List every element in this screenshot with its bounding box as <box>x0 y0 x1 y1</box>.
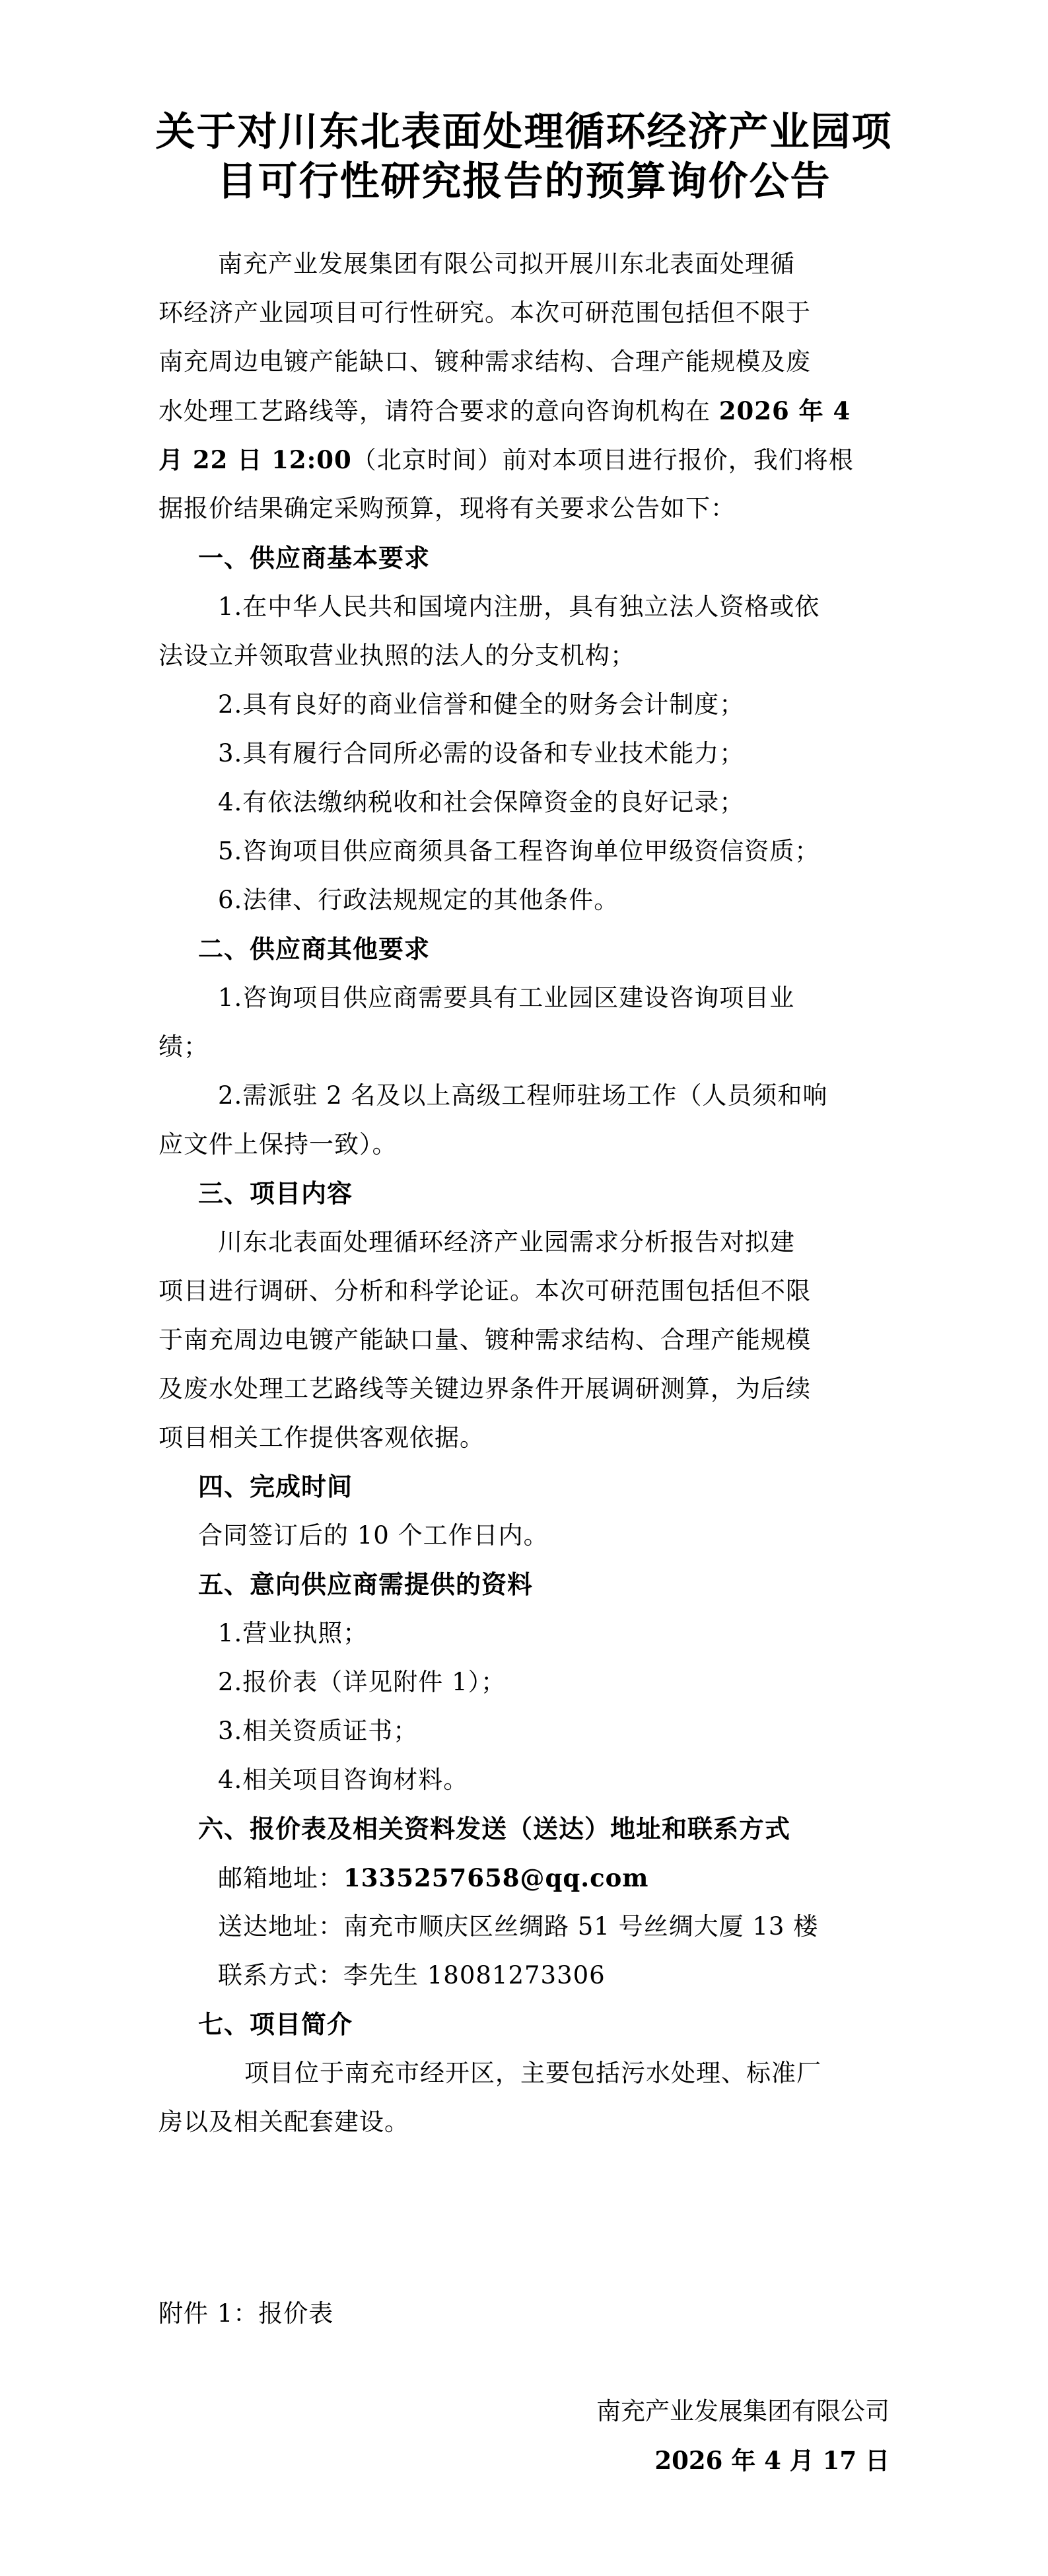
section-3-line-5: 项目相关工作提供客观依据。 <box>158 1423 485 1452</box>
section-3-heading: 三、项目内容 <box>198 1179 353 1208</box>
intro-line-4 <box>158 394 851 428</box>
intro-line-5 <box>158 443 854 477</box>
section-2-item-1-line-2: 绩； <box>158 1032 209 1061</box>
address-row <box>218 1910 818 1943</box>
section-1-item-5: 5.咨询项目供应商须具备工程咨询单位甲级资信资质； <box>218 837 820 865</box>
section-1-item-3: 3.具有履行合同所必需的设备和专业技术能力； <box>218 739 745 768</box>
section-5-item-4: 4.相关项目咨询材料。 <box>218 1766 469 1794</box>
intro-line-1: 南充产业发展集团有限公司拟开展川东北表面处理循 <box>218 250 795 278</box>
section-1-item-1-line-1: 1.在中华人民共和国境内注册，具有独立法人资格或依 <box>218 592 820 621</box>
section-6-heading: 六、报价表及相关资料发送（送达）地址和联系方式 <box>198 1814 791 1843</box>
intro-line-5-text: （北京时间）前对本项目进行报价，我们将根 <box>351 446 854 474</box>
section-5-item-1: 1.营业执照； <box>218 1619 368 1647</box>
deadline-date-part-1: 2026 年 4 <box>718 396 851 425</box>
title-line-2: 目可行性研究报告的预算询价公告 <box>217 159 831 205</box>
section-2-heading: 二、供应商其他要求 <box>198 935 431 964</box>
intro-line-4-text: 水处理工艺路线等，请符合要求的意向咨询机构在 <box>158 397 719 425</box>
contact-person: 李先生 18081273306 <box>343 1961 606 1989</box>
section-3-line-4: 及废水处理工艺路线等关键边界条件开展调研测算，为后续 <box>158 1375 811 1403</box>
section-7-heading: 七、项目简介 <box>198 2010 353 2039</box>
email-address[interactable]: 1335257658@qq.com <box>343 1863 649 1892</box>
deadline-date-part-2: 月 22 日 12:00 <box>158 445 352 474</box>
intro-line-6: 据报价结果确定采购预算，现将有关要求公告如下： <box>158 494 736 522</box>
delivery-address: 南充市顺庆区丝绸路 51 号丝绸大厦 13 楼 <box>343 1912 819 1941</box>
contact-row <box>218 1959 606 1992</box>
section-5-item-3: 3.相关资质证书； <box>218 1717 419 1745</box>
email-label: 邮箱地址： <box>218 1864 343 1892</box>
section-2-item-2-line-2: 应文件上保持一致）。 <box>158 1130 398 1159</box>
signature-org: 南充产业发展集团有限公司 <box>596 2397 890 2425</box>
section-2-item-2-line-1: 2.需派驻 2 名及以上高级工程师驻场工作（人员须和响 <box>218 1081 828 1110</box>
address-label: 送达地址： <box>218 1912 343 1941</box>
section-1-item-6: 6.法律、行政法规规定的其他条件。 <box>218 886 619 914</box>
section-2-item-1-line-1: 1.咨询项目供应商需要具有工业园区建设咨询项目业 <box>218 984 795 1012</box>
section-1-item-2: 2.具有良好的商业信誉和健全的财务会计制度； <box>218 690 745 719</box>
section-5-item-2: 2.报价表（详见附件 1）； <box>218 1668 507 1696</box>
section-3-line-3: 于南充周边电镀产能缺口量、镀种需求结构、合理产能规模 <box>158 1326 811 1354</box>
section-3-line-2: 项目进行调研、分析和科学论证。本次可研范围包括但不限 <box>158 1277 811 1305</box>
title-line-1: 关于对川东北表面处理循环经济产业园项 <box>155 109 893 155</box>
section-7-line-2: 房以及相关配套建设。 <box>158 2108 409 2136</box>
section-1-item-4: 4.有依法缴纳税收和社会保障资金的良好记录； <box>218 788 745 816</box>
section-3-line-1: 川东北表面处理循环经济产业园需求分析报告对拟建 <box>218 1228 795 1256</box>
signature-date: 2026 年 4 月 17 日 <box>654 2446 890 2475</box>
intro-line-2: 环经济产业园项目可行性研究。本次可研范围包括但不限于 <box>158 299 811 327</box>
section-4-heading: 四、完成时间 <box>198 1472 353 1501</box>
email-row <box>218 1861 648 1895</box>
intro-line-3: 南充周边电镀产能缺口、镀种需求结构、合理产能规模及废 <box>158 347 811 376</box>
section-4-text: 合同签订后的 10 个工作日内。 <box>198 1521 549 1550</box>
section-1-item-1-line-2: 法设立并领取营业执照的法人的分支机构； <box>158 641 635 670</box>
section-1-heading: 一、供应商基本要求 <box>198 544 431 573</box>
attachment-note: 附件 1：报价表 <box>158 2299 334 2328</box>
section-5-heading: 五、意向供应商需提供的资料 <box>198 1570 534 1599</box>
section-7-line-1: 项目位于南充市经开区，主要包括污水处理、标准厂 <box>244 2059 821 2087</box>
contact-label: 联系方式： <box>218 1961 343 1989</box>
